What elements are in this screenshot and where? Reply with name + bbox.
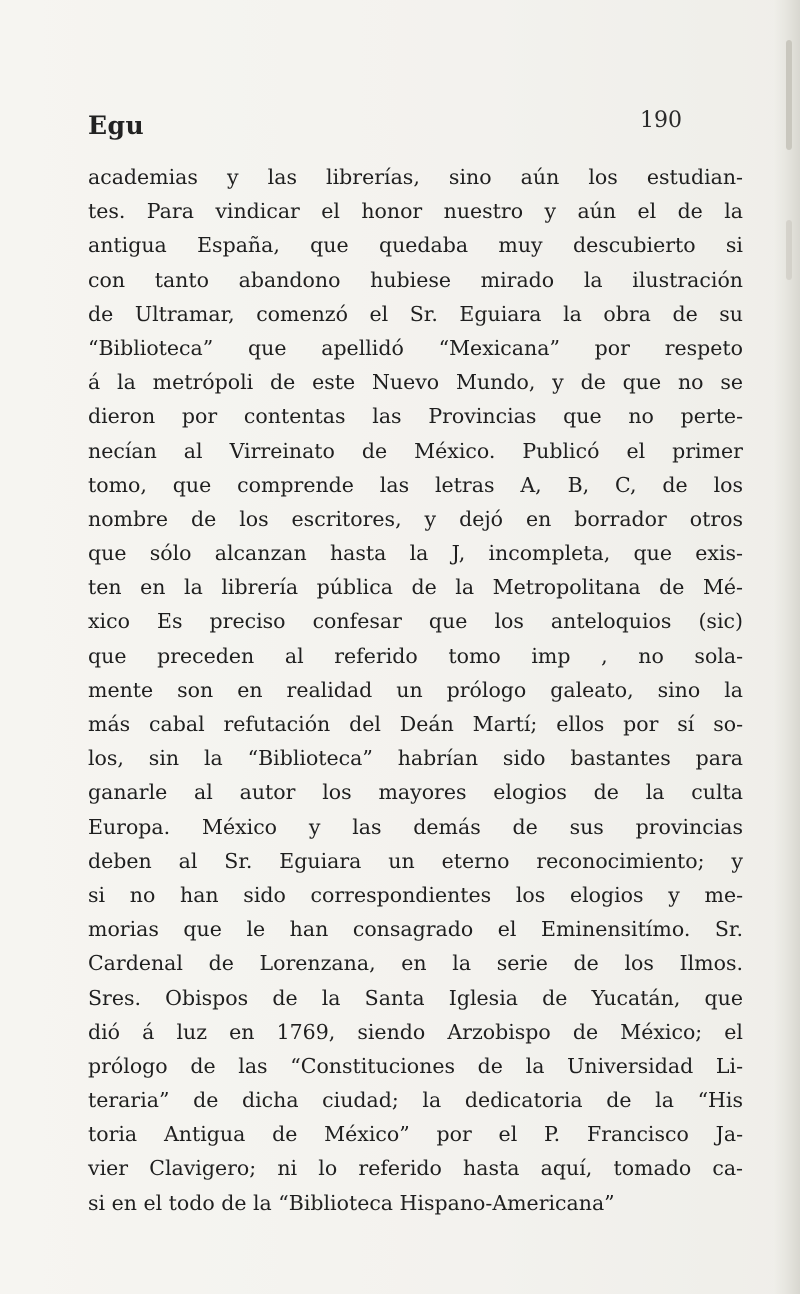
text-line: dieron por contentas las Provincias que no perte- [88,404,743,429]
text-line: Cardenal de Lorenzana, en la serie de los Ilmos. [88,951,743,976]
text-line: con tanto abandono hubiese mirado la ilustración [88,267,743,292]
text-line: si no han sido correspondientes los elogios y me- [88,882,743,907]
text-line: necían al Virreinato de México. Publicó el primer [88,438,743,463]
page-edge-shadow [774,0,800,1294]
text-line: morias que le han consagrado el Eminensitímo. Sr. [88,917,743,942]
text-line: dió á luz en 1769, siendo Arzobispo de México; el [88,1019,743,1044]
text-line: deben al Sr. Eguiara un eterno reconocimiento; y [88,848,743,873]
text-line: más cabal refutación del Deán Martí; ellos por sí so- [88,712,743,736]
text-line: á la metrópoli de este Nuevo Mundo, y de que no se [88,370,743,395]
text-line: los, sin la “Biblioteca” habrían sido bastantes para [88,746,743,771]
text-line: teraria” de dicha ciudad; la dedicatoria de la “His [88,1088,743,1113]
text-line: que preceden al referido tomo imp , no sola- [88,643,743,668]
text-line: si en el todo de la “Biblioteca Hispano-Americana” [88,1190,615,1215]
text-line: ten en la librería pública de la Metropolitana de Mé- [88,575,743,600]
text-line: antigua España, que quedaba muy descubierto si [88,233,743,258]
text-line: que sólo alcanzan hasta la J, incompleta, que exis- [88,541,743,566]
text-line: tomo, que comprende las letras A, B, C, de los [88,472,743,497]
text-line: mente son en realidad un prólogo galeato, sino la [88,677,743,702]
text-line: vier Clavigero; ni lo referido hasta aquí, tomado ca- [88,1156,743,1181]
text-line: ganarle al autor los mayores elogios de la culta [88,780,743,805]
text-line: toria Antigua de México” por el P. Francisco Ja- [88,1122,743,1147]
text-line: prólogo de las “Constituciones de la Universidad Li- [88,1053,743,1078]
edge-mark [786,40,792,150]
text-line: de Ultramar, comenzó el Sr. Eguiara la obra de su [88,301,743,326]
text-line: xico Es preciso confesar que los anteloquios (sic) [88,609,743,634]
text-line: Europa. México y las demás de sus provincias [88,814,743,839]
page-number: 190 [640,108,682,133]
text-line: Sres. Obispos de la Santa Iglesia de Yucatán, que [88,985,743,1010]
text-line: “Biblioteca” que apellidó “Mexicana” por respeto [88,335,743,360]
text-line: tes. Para vindicar el honor nuestro y aún el de la [88,199,743,224]
edge-mark [786,220,792,280]
body-text [88,160,743,1220]
text-line: academias y las librerías, sino aún los estudian- [88,165,743,189]
text-line: nombre de los escritores, y dejó en borrador otros [88,506,743,531]
running-head: Egu [88,111,145,140]
